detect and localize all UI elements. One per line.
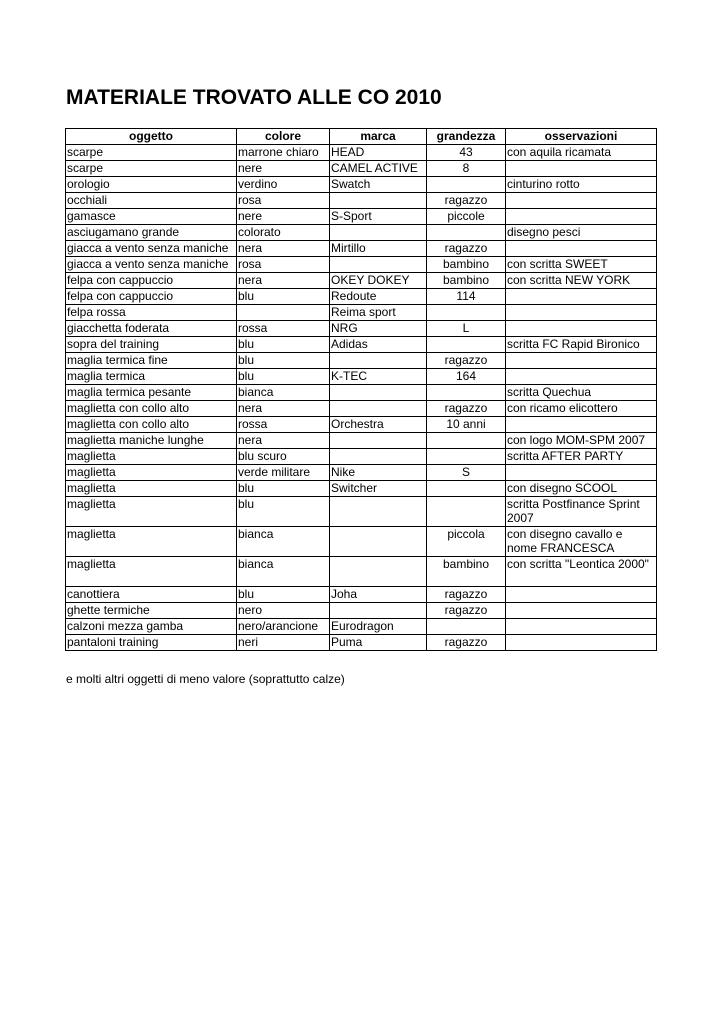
cell-colore: verdino	[237, 177, 330, 193]
cell-oggetto: maglietta	[66, 449, 237, 465]
cell-oggetto: maglietta maniche lunghe	[66, 433, 237, 449]
cell-colore: neri	[237, 635, 330, 651]
cell-grandezza	[427, 497, 506, 527]
cell-colore: nero/arancione	[237, 619, 330, 635]
table-row	[66, 193, 657, 209]
cell-oggetto: maglietta	[66, 527, 237, 557]
table-row	[66, 619, 657, 635]
cell-marca: Swatch	[330, 177, 427, 193]
cell-marca	[330, 401, 427, 417]
table-row	[66, 209, 657, 225]
table-row	[66, 385, 657, 401]
cell-osservazioni: con disegno cavallo e nome FRANCESCA	[506, 527, 657, 557]
cell-marca: Eurodragon	[330, 619, 427, 635]
column-header-colore: colore	[237, 129, 330, 145]
table-row	[66, 527, 657, 557]
cell-osservazioni	[506, 321, 657, 337]
column-header-grandezza: grandezza	[427, 129, 506, 145]
cell-marca	[330, 257, 427, 273]
cell-grandezza	[427, 433, 506, 449]
cell-osservazioni: con scritta "Leontica 2000"	[506, 557, 657, 587]
cell-osservazioni	[506, 635, 657, 651]
cell-marca: Puma	[330, 635, 427, 651]
cell-colore: rossa	[237, 417, 330, 433]
cell-grandezza: 114	[427, 289, 506, 305]
column-header-osservazioni: osservazioni	[506, 129, 657, 145]
cell-oggetto: maglietta con collo alto	[66, 417, 237, 433]
cell-marca: Redoute	[330, 289, 427, 305]
cell-marca: Orchestra	[330, 417, 427, 433]
cell-colore: nera	[237, 241, 330, 257]
cell-oggetto: felpa con cappuccio	[66, 289, 237, 305]
cell-grandezza: ragazzo	[427, 193, 506, 209]
cell-grandezza	[427, 449, 506, 465]
cell-osservazioni: con scritta NEW YORK	[506, 273, 657, 289]
cell-oggetto: scarpe	[66, 145, 237, 161]
table-row	[66, 145, 657, 161]
cell-grandezza: 8	[427, 161, 506, 177]
table-row	[66, 449, 657, 465]
cell-oggetto: occhiali	[66, 193, 237, 209]
cell-grandezza	[427, 385, 506, 401]
cell-colore: rossa	[237, 321, 330, 337]
cell-marca: CAMEL ACTIVE	[330, 161, 427, 177]
cell-marca: Mirtillo	[330, 241, 427, 257]
page-title: MATERIALE TROVATO ALLE CO 2010	[66, 86, 442, 109]
cell-osservazioni	[506, 353, 657, 369]
cell-marca	[330, 433, 427, 449]
cell-marca: Joha	[330, 587, 427, 603]
cell-colore: bianca	[237, 385, 330, 401]
cell-oggetto: scarpe	[66, 161, 237, 177]
cell-marca	[330, 557, 427, 587]
table-row	[66, 273, 657, 289]
cell-grandezza	[427, 619, 506, 635]
cell-osservazioni: scritta AFTER PARTY	[506, 449, 657, 465]
cell-oggetto: sopra del training	[66, 337, 237, 353]
cell-osservazioni: con disegno SCOOL	[506, 481, 657, 497]
cell-oggetto: maglietta	[66, 481, 237, 497]
cell-grandezza: ragazzo	[427, 587, 506, 603]
cell-oggetto: maglietta	[66, 557, 237, 587]
cell-osservazioni	[506, 305, 657, 321]
table-row	[66, 497, 657, 527]
cell-osservazioni: scritta FC Rapid Bironico	[506, 337, 657, 353]
column-header-marca: marca	[330, 129, 427, 145]
cell-oggetto: felpa rossa	[66, 305, 237, 321]
cell-oggetto: giacchetta foderata	[66, 321, 237, 337]
cell-grandezza: bambino	[427, 273, 506, 289]
cell-marca	[330, 527, 427, 557]
cell-marca	[330, 449, 427, 465]
cell-osservazioni	[506, 193, 657, 209]
cell-osservazioni	[506, 603, 657, 619]
table-row	[66, 337, 657, 353]
cell-colore: blu	[237, 481, 330, 497]
table-row	[66, 305, 657, 321]
cell-osservazioni	[506, 369, 657, 385]
cell-colore: blu	[237, 369, 330, 385]
cell-marca	[330, 193, 427, 209]
cell-grandezza: L	[427, 321, 506, 337]
cell-grandezza	[427, 481, 506, 497]
cell-grandezza	[427, 177, 506, 193]
column-header-oggetto: oggetto	[66, 129, 237, 145]
cell-osservazioni: scritta Postfinance Sprint 2007	[506, 497, 657, 527]
cell-colore: blu	[237, 497, 330, 527]
table-row	[66, 603, 657, 619]
table-row	[66, 369, 657, 385]
cell-marca	[330, 353, 427, 369]
cell-grandezza: ragazzo	[427, 401, 506, 417]
cell-grandezza: ragazzo	[427, 241, 506, 257]
cell-osservazioni	[506, 209, 657, 225]
cell-oggetto: orologio	[66, 177, 237, 193]
table-row	[66, 321, 657, 337]
cell-osservazioni: con scritta SWEET	[506, 257, 657, 273]
table-row	[66, 401, 657, 417]
cell-colore: colorato	[237, 225, 330, 241]
table-row	[66, 257, 657, 273]
cell-oggetto: calzoni mezza gamba	[66, 619, 237, 635]
cell-oggetto: maglia termica fine	[66, 353, 237, 369]
cell-osservazioni	[506, 241, 657, 257]
cell-marca: NRG	[330, 321, 427, 337]
table-row	[66, 289, 657, 305]
cell-grandezza: 10 anni	[427, 417, 506, 433]
cell-osservazioni: scritta Quechua	[506, 385, 657, 401]
cell-colore: rosa	[237, 193, 330, 209]
cell-marca: Nike	[330, 465, 427, 481]
cell-marca: OKEY DOKEY	[330, 273, 427, 289]
table-row	[66, 465, 657, 481]
cell-colore: nero	[237, 603, 330, 619]
table-row	[66, 587, 657, 603]
cell-osservazioni: con aquila ricamata	[506, 145, 657, 161]
cell-colore: nera	[237, 401, 330, 417]
cell-grandezza: S	[427, 465, 506, 481]
table-row	[66, 417, 657, 433]
cell-grandezza: bambino	[427, 557, 506, 587]
cell-osservazioni: con logo MOM-SPM 2007	[506, 433, 657, 449]
cell-grandezza: piccole	[427, 209, 506, 225]
cell-marca: Reima sport	[330, 305, 427, 321]
table-row	[66, 635, 657, 651]
cell-marca	[330, 385, 427, 401]
cell-marca	[330, 225, 427, 241]
cell-oggetto: asciugamano grande	[66, 225, 237, 241]
cell-oggetto: giacca a vento senza maniche	[66, 257, 237, 273]
table-row	[66, 241, 657, 257]
cell-grandezza	[427, 225, 506, 241]
cell-marca	[330, 603, 427, 619]
cell-colore: nere	[237, 161, 330, 177]
cell-grandezza: 164	[427, 369, 506, 385]
table-row	[66, 557, 657, 587]
table-body	[66, 145, 657, 651]
cell-colore: nera	[237, 433, 330, 449]
cell-oggetto: maglietta con collo alto	[66, 401, 237, 417]
cell-osservazioni	[506, 289, 657, 305]
cell-colore: blu	[237, 587, 330, 603]
cell-colore: blu scuro	[237, 449, 330, 465]
cell-colore: verde militare	[237, 465, 330, 481]
cell-colore: rosa	[237, 257, 330, 273]
cell-grandezza: ragazzo	[427, 353, 506, 369]
cell-oggetto: maglietta	[66, 465, 237, 481]
cell-oggetto: ghette termiche	[66, 603, 237, 619]
table-row	[66, 225, 657, 241]
cell-marca: S-Sport	[330, 209, 427, 225]
cell-oggetto: felpa con cappuccio	[66, 273, 237, 289]
cell-colore: marrone chiaro	[237, 145, 330, 161]
cell-colore: blu	[237, 289, 330, 305]
cell-colore: nere	[237, 209, 330, 225]
cell-osservazioni: disegno pesci	[506, 225, 657, 241]
cell-grandezza: ragazzo	[427, 603, 506, 619]
cell-osservazioni	[506, 417, 657, 433]
cell-osservazioni	[506, 465, 657, 481]
cell-oggetto: pantaloni training	[66, 635, 237, 651]
cell-osservazioni	[506, 161, 657, 177]
cell-osservazioni: con ricamo elicottero	[506, 401, 657, 417]
cell-marca: Switcher	[330, 481, 427, 497]
cell-marca: HEAD	[330, 145, 427, 161]
cell-oggetto: gamasce	[66, 209, 237, 225]
cell-grandezza	[427, 337, 506, 353]
cell-grandezza: bambino	[427, 257, 506, 273]
cell-oggetto: maglia termica	[66, 369, 237, 385]
cell-marca: Adidas	[330, 337, 427, 353]
table-row	[66, 433, 657, 449]
table-row	[66, 161, 657, 177]
cell-colore: nera	[237, 273, 330, 289]
cell-colore	[237, 305, 330, 321]
cell-osservazioni: cinturino rotto	[506, 177, 657, 193]
cell-oggetto: maglietta	[66, 497, 237, 527]
table-row	[66, 353, 657, 369]
cell-grandezza	[427, 305, 506, 321]
cell-grandezza: ragazzo	[427, 635, 506, 651]
cell-oggetto: maglia termica pesante	[66, 385, 237, 401]
cell-oggetto: giacca a vento senza maniche	[66, 241, 237, 257]
cell-colore: blu	[237, 337, 330, 353]
cell-marca	[330, 497, 427, 527]
header-row	[66, 129, 657, 145]
footnote: e molti altri oggetti di meno valore (soprattutto calze)	[66, 672, 345, 686]
cell-marca: K-TEC	[330, 369, 427, 385]
cell-colore: bianca	[237, 557, 330, 587]
cell-osservazioni	[506, 619, 657, 635]
cell-oggetto: canottiera	[66, 587, 237, 603]
cell-colore: bianca	[237, 527, 330, 557]
cell-colore: blu	[237, 353, 330, 369]
cell-grandezza: piccola	[427, 527, 506, 557]
items-table	[65, 128, 657, 651]
table-row	[66, 481, 657, 497]
table-header	[66, 129, 657, 145]
cell-osservazioni	[506, 587, 657, 603]
table-row	[66, 177, 657, 193]
cell-grandezza: 43	[427, 145, 506, 161]
